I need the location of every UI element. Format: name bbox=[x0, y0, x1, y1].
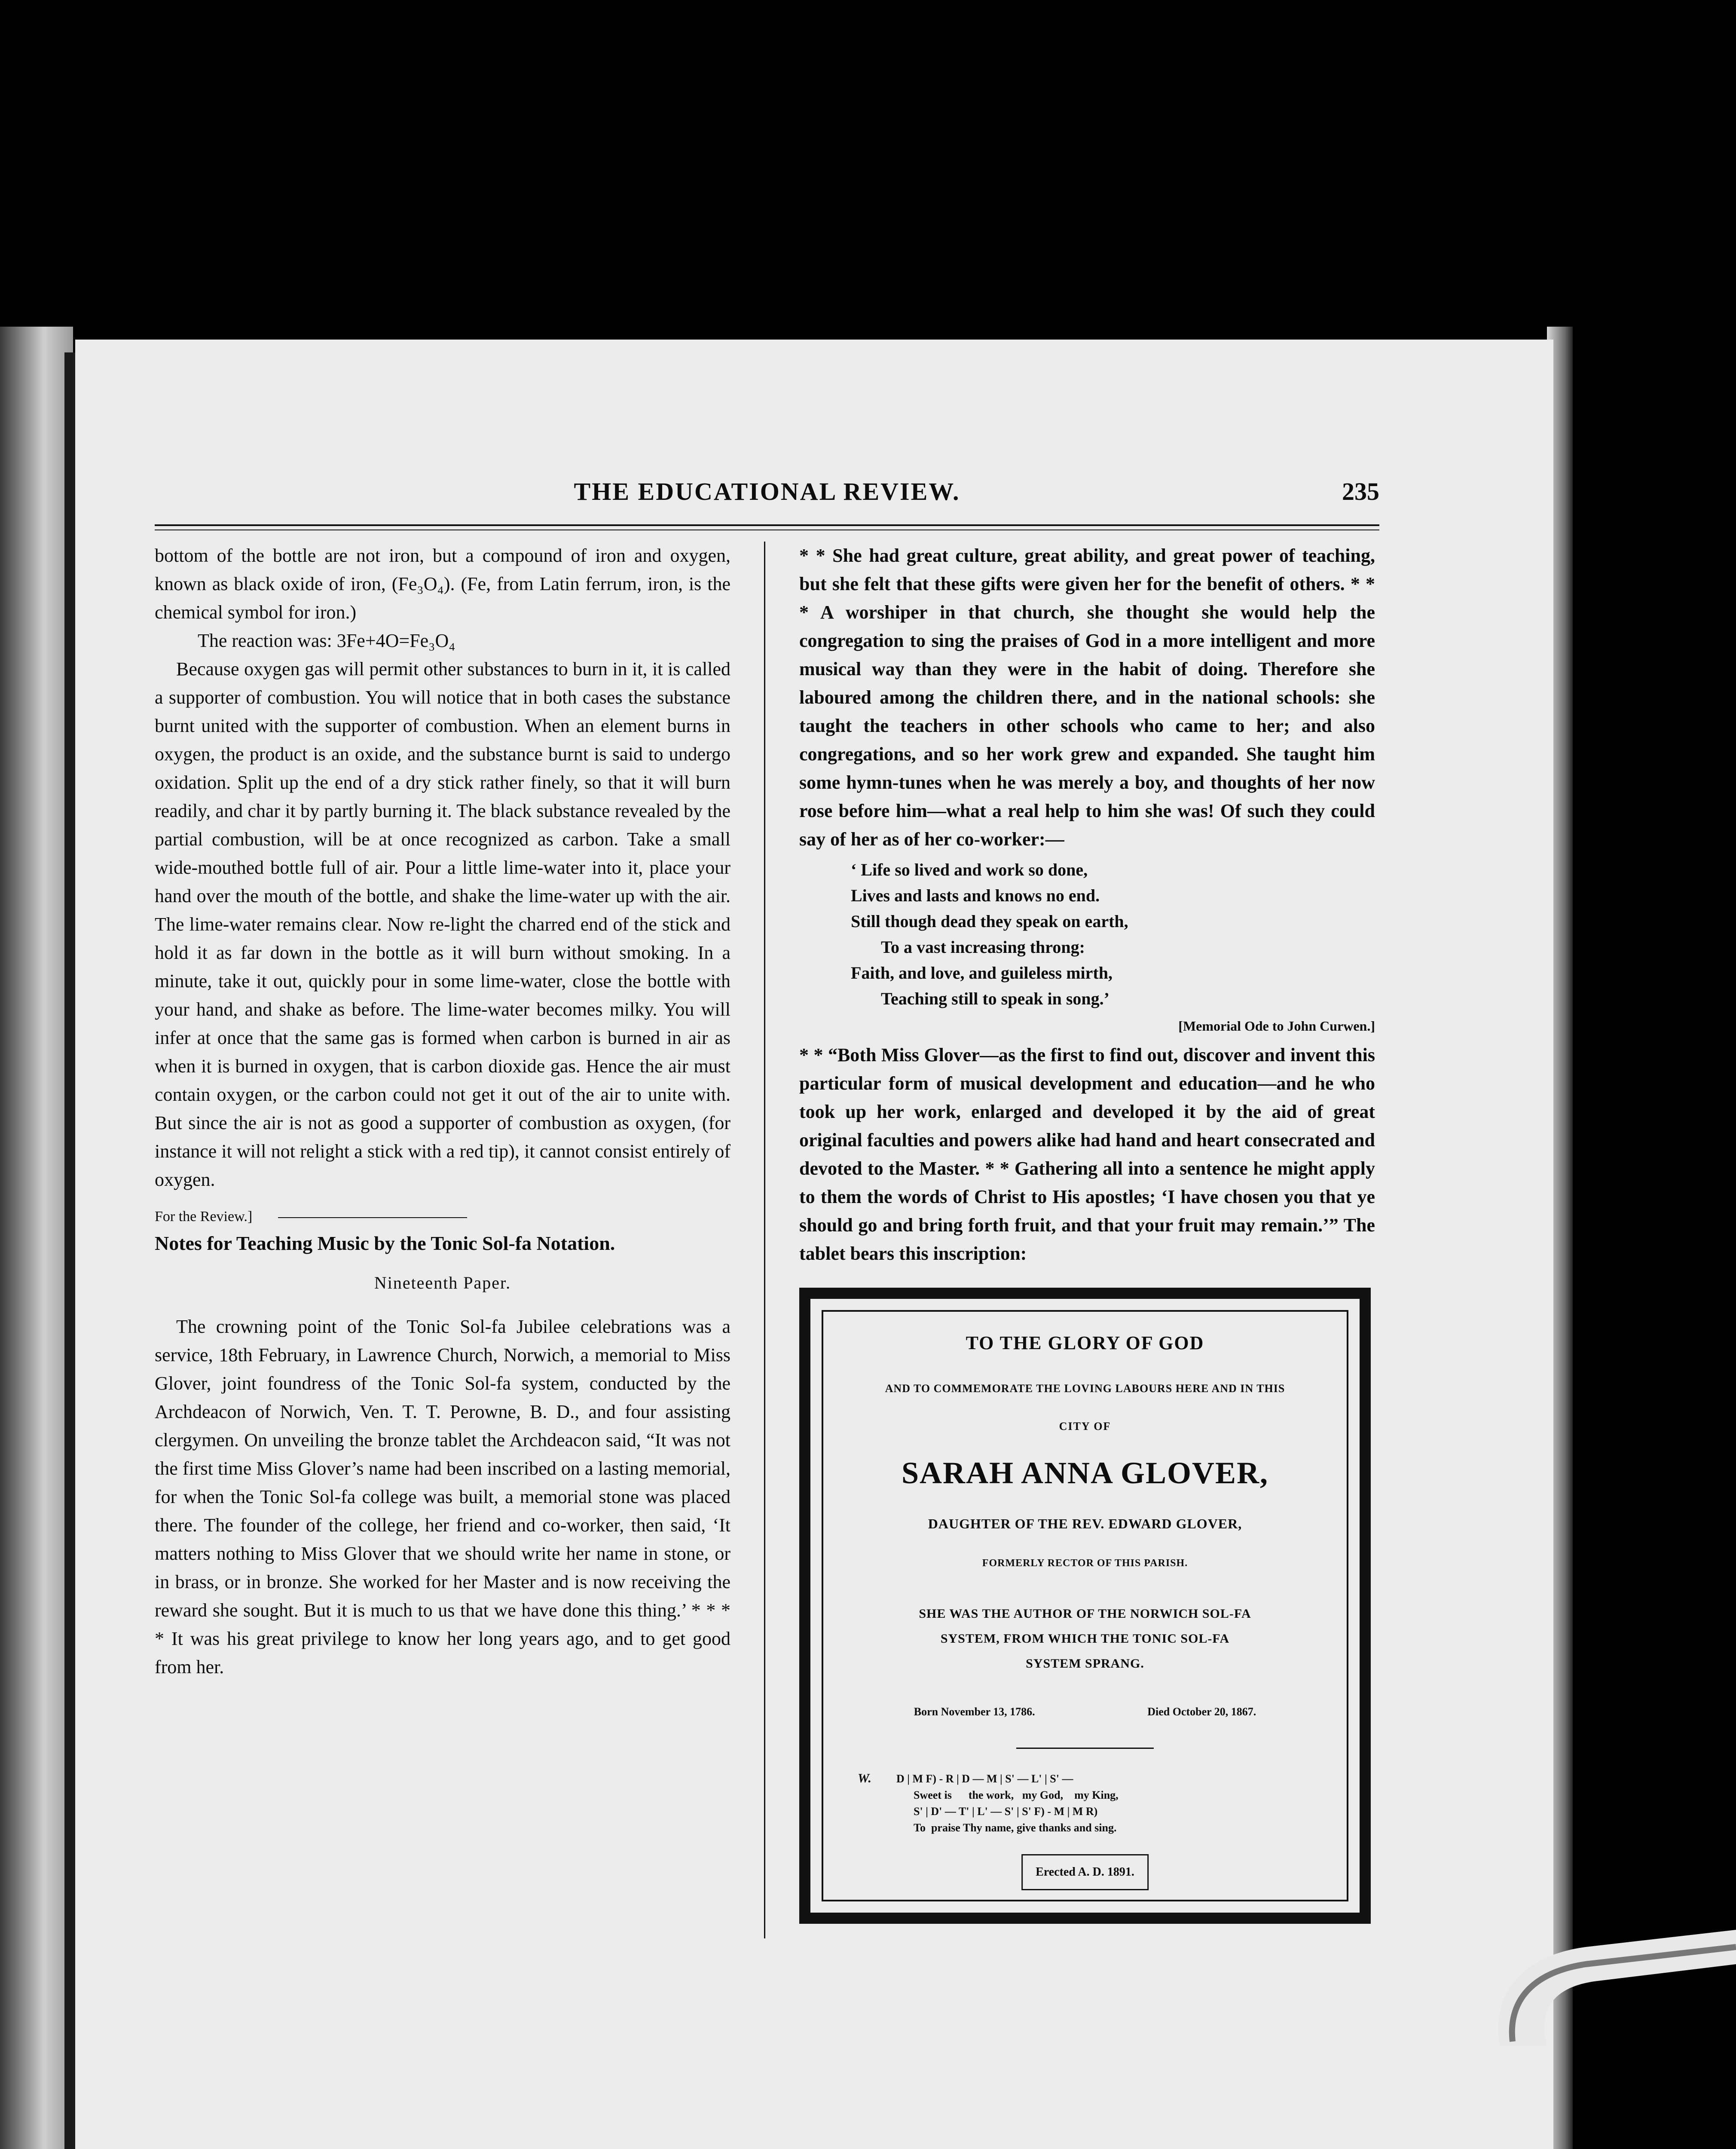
page-number: 235 bbox=[1342, 478, 1379, 505]
death-date: Died October 20, 1867. bbox=[1147, 1705, 1256, 1718]
memorial-tablet bbox=[799, 1288, 1371, 1924]
running-head bbox=[155, 477, 1379, 516]
reaction-formula: The reaction was: 3Fe+4O=Fe₃O₄ bbox=[198, 630, 455, 651]
tablet-line: CITY OF bbox=[1059, 1420, 1111, 1433]
poem-attribution: [Memorial Ode to John Curwen.] bbox=[1178, 1018, 1375, 1034]
left-page-edge bbox=[0, 327, 73, 2149]
poem-line: Lives and lasts and knows no end. bbox=[851, 886, 1100, 905]
source-label: For the Review.] bbox=[155, 1209, 253, 1225]
sol-fa-music bbox=[823, 1770, 1347, 1836]
poem-line: Teaching still to speak in song.’ bbox=[881, 989, 1109, 1008]
source-line bbox=[155, 1207, 730, 1227]
tablet-line: DAUGHTER OF THE REV. EDWARD GLOVER, bbox=[928, 1516, 1242, 1531]
tablet-inscription bbox=[822, 1310, 1348, 1901]
tablet-dates bbox=[823, 1698, 1347, 1726]
section-title: Notes for Teaching Music by the Tonic Sol-fa Notation. bbox=[155, 1232, 615, 1254]
page-title: THE EDUCATIONAL REVIEW. bbox=[574, 478, 960, 505]
poem bbox=[851, 857, 1375, 1012]
poem-line: Still though dead they speak on earth, bbox=[851, 912, 1128, 931]
tablet-line: SYSTEM, FROM WHICH THE TONIC SOL-FA bbox=[940, 1632, 1230, 1646]
birth-date: Born November 13, 1786. bbox=[914, 1705, 1035, 1718]
source-rule bbox=[278, 1217, 467, 1218]
paragraph: bottom of the bottle are not iron, but a compound of iron and oxygen, known as black oxide of iron, (Fe₃O₄). (Fe, from Latin ferrum, iron, is the chemical symbol for iron.) bbox=[155, 545, 730, 623]
music-key: W. bbox=[858, 1771, 871, 1785]
left-column bbox=[155, 542, 730, 1681]
paragraph: The crowning point of the Tonic Sol-fa Jubilee celebrations was a service, 18th February, in Lawrence Church, Norwich, a memorial to Miss Glover, joint foundress of the Tonic Sol-fa system, conducted by the Archdeacon of Norwich, Ven. T. T. Perowne, B. D., and four assisting clergymen. On unveiling the bronze tablet the Archdeacon said, “It was not the first time Miss Glover’s name had been inscribed on a lasting memorial, for when the Tonic Sol-fa college was built, a memorial stone was placed there. The founder of the college, her friend and co-worker, then said, ‘It matters nothing to Miss Glover that we should write her name in stone, or in brass, or in bronze. She worked for her Master and is now receiving the reward she sought. But it is much to us that we have done this thing.’ * * * * It was his great privilege to know her long years ago, and to get good from her. bbox=[155, 1316, 730, 1678]
header-rule bbox=[155, 524, 1379, 526]
poem-line: To a vast increasing throng: bbox=[881, 937, 1085, 957]
tablet-line: SYSTEM SPRANG. bbox=[1026, 1656, 1144, 1671]
paper-title: Nineteenth Paper. bbox=[374, 1273, 511, 1292]
tablet-line: AND TO COMMEMORATE THE LOVING LABOURS HERE AND IN THIS bbox=[885, 1382, 1285, 1395]
paragraph: * * “Both Miss Glover—as the first to find out, discover and invent this particular form of musical development and education—and he who took up her work, enlarged and developed it by the aid of great original faculties and powers alike had hand and heart consecrated and devoted to the Master. * * Gathering all into a sentence he might apply to them the words of Christ to His apostles; ‘I have chosen you that ye should go and bring forth fruit, and that your fruit may remain.’” The tablet bears this inscription: bbox=[799, 1044, 1375, 1264]
paragraph: * * She had great culture, great ability, and great power of teaching, but she felt that these gifts were given her for the benefit of others. * * * A worshiper in that church, she thought she would help the congregation to sing the praises of God in a more intelligent and more musical way than they were in the habit of doing. Therefore she laboured among the children there, and in the national schools: she taught the teachers in other schools who came to her; and also congregations, and so her work grew and expanded. She taught him some hymn-tunes when he was merely a boy, and thoughts of her now rose before him—what a real help to him she was! Of such they could say of her as of her co-worker:— bbox=[799, 545, 1375, 850]
tablet-line: TO THE GLORY OF GOD bbox=[966, 1332, 1204, 1353]
music-words: Sweet is the work, my God, my King, bbox=[914, 1789, 1119, 1801]
paragraph: Because oxygen gas will permit other substances to burn in it, it is called a supporter of combustion. You will notice that in both cases the substance burnt united with the supporter of combustion. When an element burns in oxygen, the product is an oxide, and the substance burnt is said to undergo oxidation. Split up the end of a dry stick rather finely, so that it will burn readily, and char it by partly burning it. The black substance revealed by the partial combustion, will be at once recognized as carbon. Take a small wide-mouthed bottle full of air. Pour a little lime-water into it, place your hand over the mouth of the bottle, and shake the lime-water up with the air. The lime-water remains clear. Now re-light the charred end of the stick and hold it as far down in the bottle as it will burn without smoking. In a minute, take it out, quickly pour in some lime-water, close the bottle with your hand, and shake as before. The lime-water becomes milky. You will infer at once that the same gas is formed when carbon is burned in air as when it is burned in oxygen, that is carbon dioxide gas. Hence the air must contain oxygen, or the carbon could not get it out of the air to unite with. But since the air is not as good a supporter of combustion as oxygen, (for instance it will not relight a stick with a red tip), it cannot consist entirely of oxygen. bbox=[155, 658, 730, 1190]
tablet-line: SHE WAS THE AUTHOR OF THE NORWICH SOL-FA bbox=[919, 1607, 1251, 1621]
page-content bbox=[155, 477, 1379, 1938]
tablet-line-group bbox=[823, 1601, 1347, 1676]
binding-clip-icon bbox=[1474, 1883, 1736, 2063]
column-divider bbox=[764, 542, 765, 1938]
poem-line: ‘ Life so lived and work so done, bbox=[851, 860, 1088, 879]
tablet-line: FORMERLY RECTOR OF THIS PARISH. bbox=[982, 1558, 1188, 1569]
right-column bbox=[799, 542, 1375, 1924]
tablet-rule bbox=[1016, 1748, 1154, 1749]
tablet-name: SARAH ANNA GLOVER, bbox=[901, 1456, 1269, 1490]
music-words: To praise Thy name, give thanks and sing. bbox=[914, 1821, 1117, 1834]
poem-line: Faith, and love, and guileless mirth, bbox=[851, 963, 1113, 983]
music-notes: S' | D' — T' | L' — S' | S' F) - M | M R) bbox=[914, 1805, 1098, 1818]
music-notes: D | M F) - R | D — M | S' — L' | S' — bbox=[896, 1772, 1073, 1785]
tablet-erected: Erected A. D. 1891. bbox=[1021, 1854, 1149, 1890]
